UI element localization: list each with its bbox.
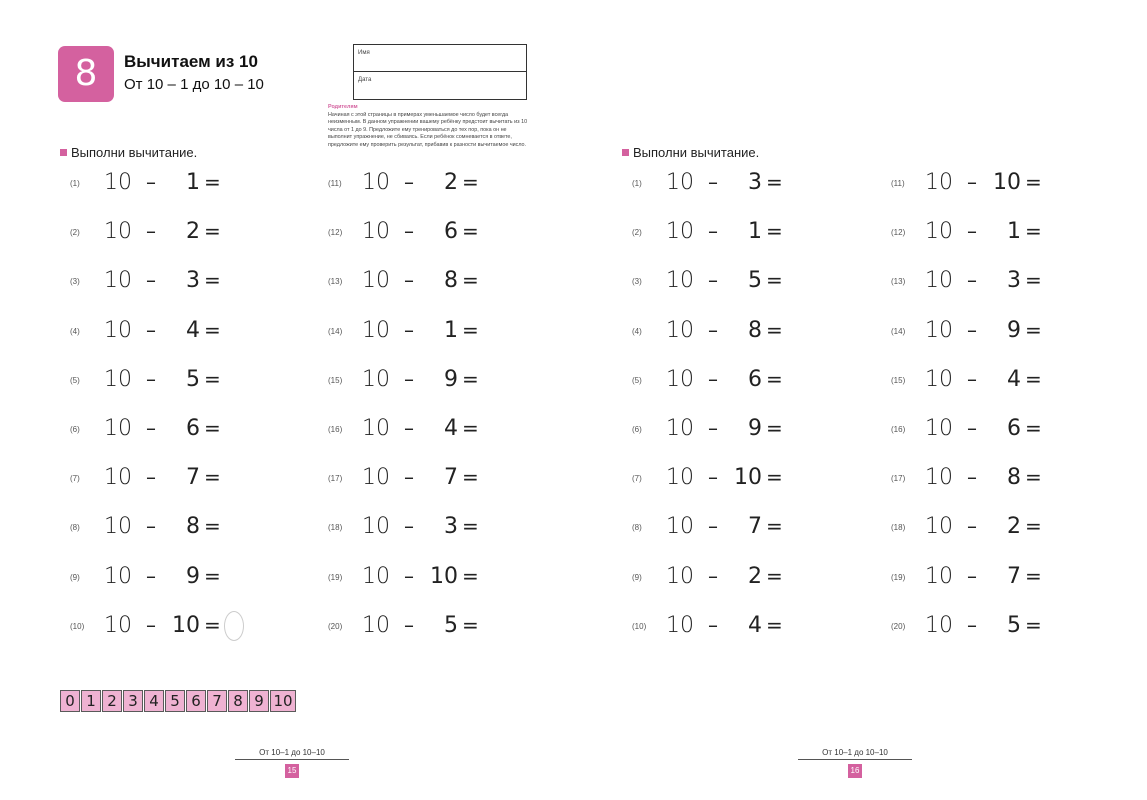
problem-number: (10)	[70, 621, 85, 631]
equals-sign: =	[462, 366, 479, 391]
equals-sign: =	[204, 170, 221, 194]
minuend: 10	[925, 366, 953, 392]
minuend: 10	[666, 170, 694, 195]
subtrahend: 6	[444, 219, 458, 245]
minus-sign: –	[146, 317, 156, 342]
minuend: 10	[925, 268, 953, 294]
problem-number: (6)	[70, 425, 80, 434]
subtrahend: 5	[444, 612, 458, 638]
problem-number: (13)	[891, 277, 906, 287]
problem-number: (15)	[328, 375, 343, 385]
equals-sign: =	[204, 219, 221, 244]
minuend: 10	[104, 219, 132, 245]
equals-sign: =	[766, 416, 783, 440]
minus-sign: –	[708, 268, 718, 293]
number-line-cell: 10	[270, 690, 296, 712]
subtrahend: 2	[444, 170, 458, 195]
minuend: 10	[925, 219, 953, 245]
problem-number: (16)	[891, 425, 906, 434]
minus-sign: –	[708, 219, 718, 244]
problem-number: (11)	[891, 179, 905, 188]
subtrahend: 8	[444, 268, 458, 294]
minus-sign: –	[708, 416, 718, 440]
equals-sign: =	[462, 465, 479, 490]
problem-number: (2)	[70, 228, 80, 238]
minuend: 10	[362, 612, 390, 638]
subtrahend: 7	[186, 465, 200, 491]
equals-sign: =	[462, 416, 479, 440]
minus-sign: –	[404, 514, 414, 539]
equals-sign: =	[766, 514, 783, 539]
equals-sign: =	[204, 514, 221, 539]
subtrahend: 9	[748, 416, 762, 441]
minuend: 10	[666, 268, 694, 294]
problem-number: (14)	[891, 326, 906, 336]
problem-number: (14)	[328, 326, 343, 336]
subtrahend: 1	[444, 317, 458, 343]
minuend: 10	[104, 170, 132, 195]
problem-number: (4)	[70, 326, 80, 336]
minuend: 10	[104, 612, 132, 638]
problem-number: (19)	[891, 572, 906, 582]
minuend: 10	[362, 268, 390, 294]
problem-number: (8)	[632, 523, 642, 533]
equals-sign: =	[766, 465, 783, 490]
problem-number: (5)	[632, 375, 642, 385]
minuend: 10	[666, 366, 694, 392]
minuend: 10	[362, 465, 390, 491]
subtrahend: 6	[1007, 416, 1021, 441]
subtrahend: 7	[1007, 563, 1021, 589]
parents-note	[328, 104, 528, 149]
subtrahend: 5	[1007, 612, 1021, 638]
equals-sign: =	[1025, 465, 1042, 490]
equals-sign: =	[204, 563, 221, 588]
number-line-cell: 5	[165, 690, 185, 712]
problem-number: (17)	[328, 474, 343, 484]
subtrahend: 6	[186, 416, 200, 441]
minuend: 10	[104, 416, 132, 441]
equals-sign: =	[1025, 514, 1042, 539]
minus-sign: –	[404, 317, 414, 342]
equals-sign: =	[462, 317, 479, 342]
minus-sign: –	[708, 514, 718, 539]
subtrahend: 7	[444, 465, 458, 491]
minus-sign: –	[967, 465, 977, 490]
minuend: 10	[666, 514, 694, 540]
number-line-cell: 0	[60, 690, 80, 712]
equals-sign: =	[204, 317, 221, 342]
equals-sign: =	[204, 366, 221, 391]
subtrahend: 8	[186, 514, 200, 540]
minuend: 10	[362, 170, 390, 195]
problem-number: (20)	[891, 621, 906, 631]
problem-number: (11)	[328, 179, 342, 188]
subtrahend: 6	[748, 366, 762, 392]
minus-sign: –	[146, 465, 156, 490]
minus-sign: –	[146, 366, 156, 391]
minus-sign: –	[708, 366, 718, 391]
minuend: 10	[362, 563, 390, 589]
problem-number: (7)	[70, 474, 80, 484]
minus-sign: –	[404, 563, 414, 588]
problem-number: (12)	[328, 228, 343, 238]
equals-sign: =	[766, 563, 783, 588]
minus-sign: –	[708, 563, 718, 588]
minus-sign: –	[146, 416, 156, 440]
number-line-cell: 7	[207, 690, 227, 712]
problem-number: (16)	[328, 425, 343, 434]
problem-number: (18)	[328, 523, 343, 533]
minus-sign: –	[146, 563, 156, 588]
subtrahend: 9	[1007, 317, 1021, 343]
footer-caption: От 10–1 до 10–10	[798, 748, 912, 760]
page-number: 16	[848, 764, 862, 778]
parents-note-title: Родителям	[328, 104, 358, 110]
minus-sign: –	[146, 268, 156, 293]
subtrahend: 9	[186, 563, 200, 589]
subtrahend: 4	[444, 416, 458, 441]
minuend: 10	[925, 563, 953, 589]
minuend: 10	[666, 416, 694, 441]
subtrahend: 10	[993, 170, 1021, 195]
minuend: 10	[666, 563, 694, 589]
minuend: 10	[362, 514, 390, 540]
minus-sign: –	[708, 612, 718, 637]
minuend: 10	[104, 514, 132, 540]
minus-sign: –	[404, 416, 414, 440]
date-field[interactable]	[354, 72, 526, 99]
problem-number: (7)	[632, 474, 642, 484]
subtrahend: 1	[1007, 219, 1021, 245]
problem-number: (12)	[891, 228, 906, 238]
number-line	[60, 690, 297, 712]
minuend: 10	[666, 219, 694, 245]
problem-number: (20)	[328, 621, 343, 631]
equals-sign: =	[1025, 416, 1042, 440]
minuend: 10	[104, 366, 132, 392]
minus-sign: –	[708, 317, 718, 342]
minus-sign: –	[708, 170, 718, 194]
equals-sign: =	[204, 465, 221, 490]
subtrahend: 3	[444, 514, 458, 540]
minuend: 10	[362, 317, 390, 343]
minuend: 10	[104, 268, 132, 294]
subtrahend: 3	[186, 268, 200, 294]
minus-sign: –	[404, 465, 414, 490]
subtrahend: 10	[734, 465, 762, 491]
equals-sign: =	[1025, 170, 1042, 194]
instruction	[60, 145, 197, 160]
minus-sign: –	[146, 514, 156, 539]
problem-number: (3)	[70, 277, 80, 287]
equals-sign: =	[204, 416, 221, 440]
minus-sign: –	[967, 416, 977, 440]
problem-number: (13)	[328, 277, 343, 287]
minuend: 10	[104, 563, 132, 589]
minuend: 10	[362, 366, 390, 392]
footer-caption: От 10–1 до 10–10	[235, 748, 349, 760]
subtrahend: 1	[748, 219, 762, 245]
right-page	[574, 0, 1147, 800]
minuend: 10	[925, 612, 953, 638]
problem-number: (15)	[891, 375, 906, 385]
minus-sign: –	[404, 219, 414, 244]
equals-sign: =	[1025, 317, 1042, 342]
equals-sign: =	[766, 219, 783, 244]
lesson-number-badge: 8	[58, 46, 114, 102]
subtrahend: 4	[186, 317, 200, 343]
minuend: 10	[666, 612, 694, 638]
minus-sign: –	[967, 219, 977, 244]
instruction-text: Выполни вычитание.	[71, 145, 198, 160]
bullet-icon	[60, 149, 67, 156]
minus-sign: –	[967, 268, 977, 293]
minuend: 10	[925, 514, 953, 540]
problem-number: (8)	[70, 523, 80, 533]
number-line-cell: 9	[249, 690, 269, 712]
minuend: 10	[362, 219, 390, 245]
number-line-cell: 3	[123, 690, 143, 712]
problem-number: (5)	[70, 375, 80, 385]
lesson-title: Вычитаем из 10	[124, 52, 258, 71]
minus-sign: –	[146, 612, 156, 637]
subtrahend: 10	[430, 563, 458, 589]
problem-number: (6)	[632, 425, 642, 434]
problem-number: (1)	[632, 179, 642, 188]
page-footer	[793, 742, 917, 778]
parents-note-text: Начиная с этой страницы в примерах уменьшаемое число будет всегда неизменным. В данном упражнении вашему ребёнку предстоит вычитать из 10 числа от 1 до 9. Предложите ему тренироваться до тех пор, пока он не выполнит упражнение, не сбиваясь. Если ребёнок сомневается в ответе, предложите ему проверить результат, прибавив к разности вычитаемое число.	[328, 111, 528, 148]
subtrahend: 10	[172, 612, 200, 638]
problem-number: (9)	[632, 572, 642, 582]
equals-sign: =	[462, 563, 479, 588]
bullet-icon	[622, 149, 629, 156]
problem-number: (1)	[70, 179, 80, 188]
equals-sign: =	[462, 612, 479, 637]
subtrahend: 9	[444, 366, 458, 392]
equals-sign: =	[1025, 612, 1042, 637]
problem-number: (10)	[632, 621, 647, 631]
equals-sign: =	[462, 268, 479, 293]
equals-sign: =	[766, 612, 783, 637]
minuend: 10	[104, 465, 132, 491]
lesson-subtitle: От 10 – 1 до 10 – 10	[124, 76, 264, 93]
minus-sign: –	[967, 317, 977, 342]
equals-sign: =	[766, 317, 783, 342]
minus-sign: –	[967, 612, 977, 637]
minuend: 10	[925, 317, 953, 343]
problem-number: (4)	[632, 326, 642, 336]
minuend: 10	[925, 416, 953, 441]
instruction-text: Выполни вычитание.	[633, 145, 760, 160]
subtrahend: 8	[1007, 465, 1021, 491]
page-number: 15	[285, 764, 299, 778]
number-line-cell: 1	[81, 690, 101, 712]
equals-sign: =	[462, 170, 479, 194]
minus-sign: –	[404, 268, 414, 293]
equals-sign: =	[462, 219, 479, 244]
minus-sign: –	[404, 366, 414, 391]
equals-sign: =	[462, 514, 479, 539]
subtrahend: 4	[748, 612, 762, 638]
name-date-box	[353, 44, 527, 100]
minuend: 10	[925, 170, 953, 195]
minuend: 10	[666, 465, 694, 491]
subtrahend: 3	[748, 170, 762, 195]
equals-sign: =	[1025, 268, 1042, 293]
minus-sign: –	[404, 170, 414, 194]
subtrahend: 2	[186, 219, 200, 245]
problem-number: (3)	[632, 277, 642, 287]
minuend: 10	[666, 317, 694, 343]
problem-number: (2)	[632, 228, 642, 238]
problem-number: (9)	[70, 572, 80, 582]
name-field[interactable]	[354, 45, 526, 72]
minus-sign: –	[967, 366, 977, 391]
minuend: 10	[362, 416, 390, 441]
answer-oval[interactable]	[224, 611, 244, 641]
number-line-cell: 4	[144, 690, 164, 712]
name-label: Имя	[358, 50, 370, 56]
equals-sign: =	[766, 170, 783, 194]
minus-sign: –	[967, 563, 977, 588]
equals-sign: =	[1025, 563, 1042, 588]
equals-sign: =	[204, 612, 221, 637]
subtrahend: 3	[1007, 268, 1021, 294]
number-line-cell: 2	[102, 690, 122, 712]
problem-number: (17)	[891, 474, 906, 484]
date-label: Дата	[358, 77, 372, 83]
subtrahend: 4	[1007, 366, 1021, 392]
minuend: 10	[925, 465, 953, 491]
subtrahend: 5	[748, 268, 762, 294]
equals-sign: =	[1025, 366, 1042, 391]
number-line-cell: 6	[186, 690, 206, 712]
subtrahend: 7	[748, 514, 762, 540]
subtrahend: 5	[186, 366, 200, 392]
equals-sign: =	[766, 268, 783, 293]
instruction	[622, 145, 759, 160]
problem-number: (19)	[328, 572, 343, 582]
minus-sign: –	[708, 465, 718, 490]
minus-sign: –	[967, 170, 977, 194]
equals-sign: =	[766, 366, 783, 391]
problem-number: (18)	[891, 523, 906, 533]
subtrahend: 8	[748, 317, 762, 343]
page-footer	[230, 742, 354, 778]
subtrahend: 2	[748, 563, 762, 589]
equals-sign: =	[1025, 219, 1042, 244]
minuend: 10	[104, 317, 132, 343]
minus-sign: –	[967, 514, 977, 539]
subtrahend: 1	[186, 170, 200, 195]
equals-sign: =	[204, 268, 221, 293]
number-line-cell: 8	[228, 690, 248, 712]
minus-sign: –	[146, 219, 156, 244]
minus-sign: –	[404, 612, 414, 637]
minus-sign: –	[146, 170, 156, 194]
subtrahend: 2	[1007, 514, 1021, 540]
